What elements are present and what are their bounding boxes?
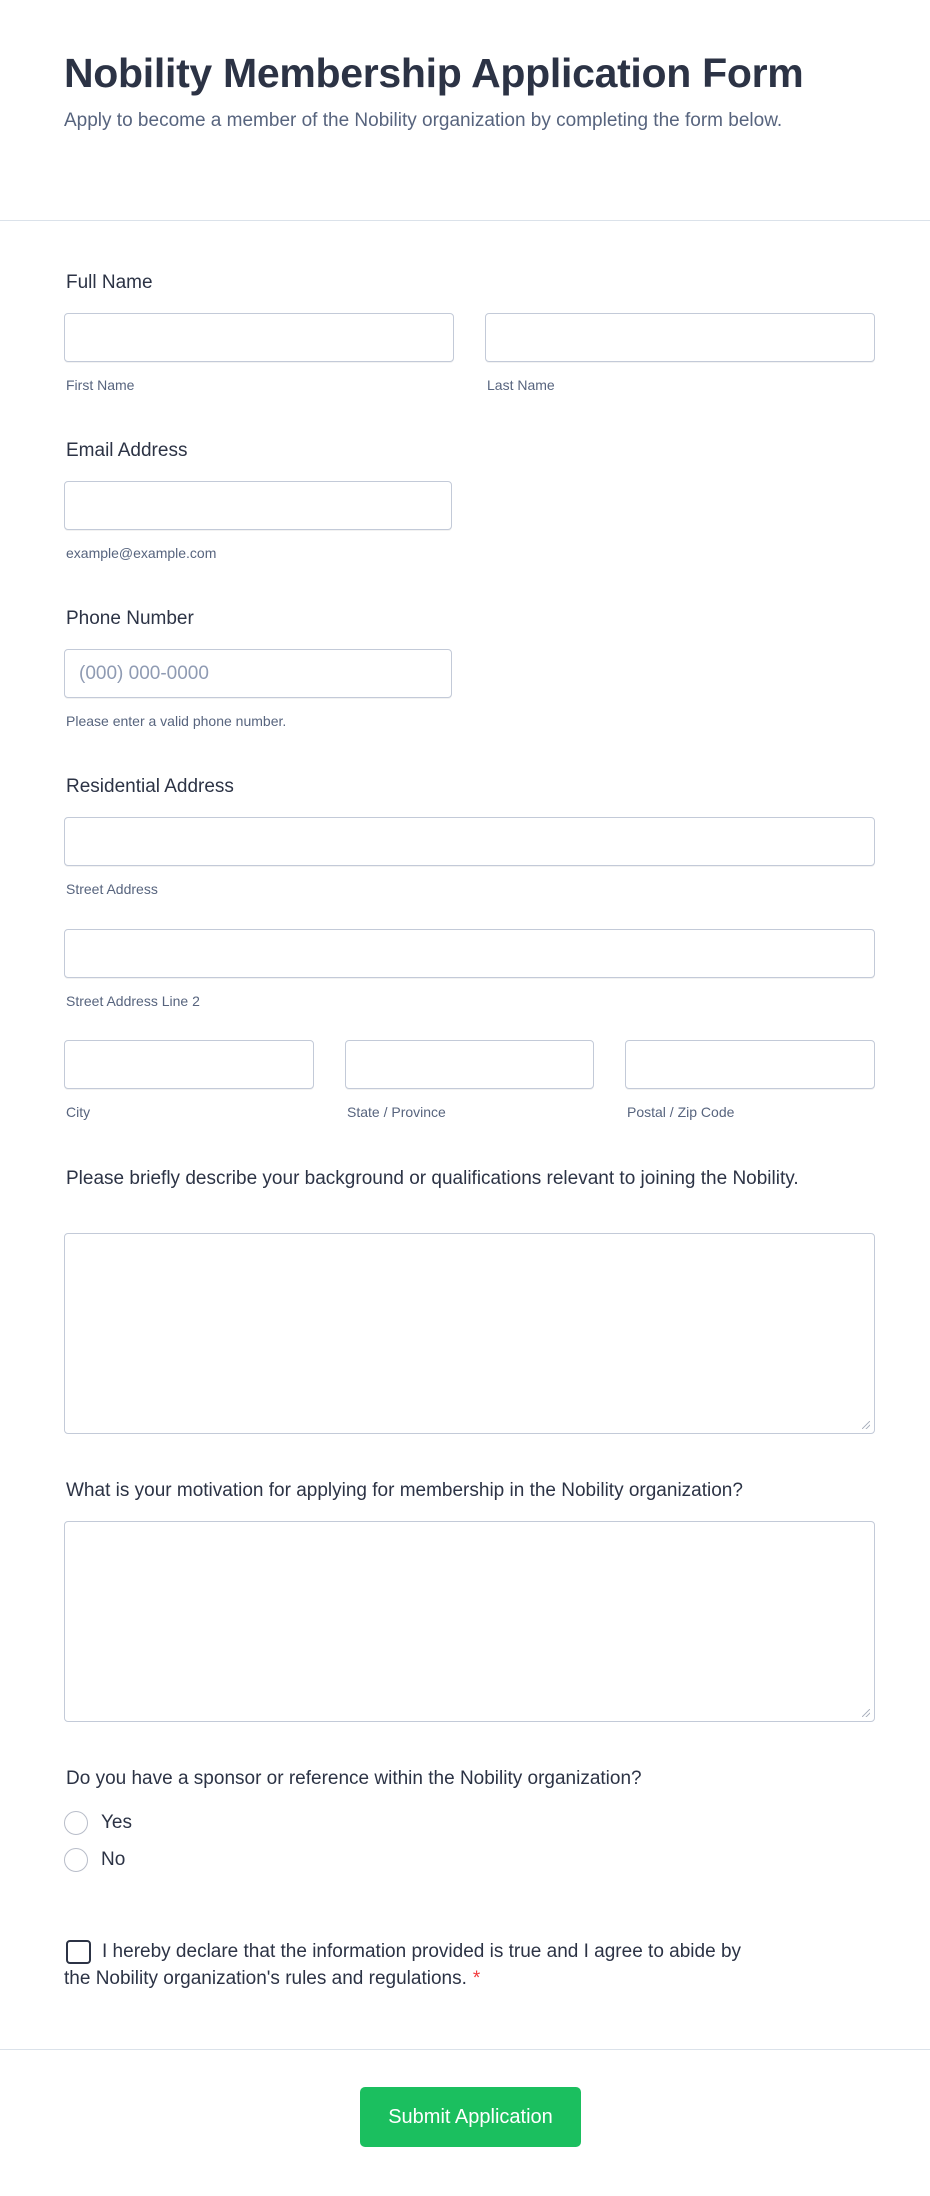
first-name-input[interactable] xyxy=(64,313,454,362)
phone-sublabel: Please enter a valid phone number. xyxy=(66,713,287,729)
first-name-sublabel: First Name xyxy=(66,377,135,393)
page-subtitle: Apply to become a member of the Nobility organization by completing the form below. xyxy=(64,110,783,131)
state-province-input[interactable] xyxy=(345,1040,594,1089)
footer-divider xyxy=(0,2049,930,2050)
sponsor-yes-radio[interactable] xyxy=(64,1811,88,1835)
street-address-input[interactable] xyxy=(64,817,875,866)
motivation-textarea[interactable] xyxy=(64,1521,875,1722)
background-textarea[interactable] xyxy=(64,1233,875,1434)
declaration-text: I hereby declare that the information provided is true and I agree to abide by the Nobility organization's rules and regulations. xyxy=(64,1941,742,1989)
address-label: Residential Address xyxy=(66,776,234,797)
phone-label: Phone Number xyxy=(66,608,194,629)
email-label: Email Address xyxy=(66,440,188,461)
header-divider xyxy=(0,220,930,221)
email-sublabel: example@example.com xyxy=(66,545,217,561)
city-input[interactable] xyxy=(64,1040,314,1089)
state-province-sublabel: State / Province xyxy=(347,1104,446,1120)
postal-code-input[interactable] xyxy=(625,1040,875,1089)
full-name-label: Full Name xyxy=(66,272,153,293)
phone-input[interactable] xyxy=(64,649,452,698)
submit-application-button[interactable]: Submit Application xyxy=(360,2087,581,2147)
street-address-line2-sublabel: Street Address Line 2 xyxy=(66,993,200,1009)
required-asterisk: * xyxy=(472,1968,481,1989)
sponsor-no-label[interactable]: No xyxy=(101,1849,126,1870)
sponsor-yes-label[interactable]: Yes xyxy=(101,1812,132,1833)
declaration-label[interactable] xyxy=(64,1938,764,1992)
street-address-line2-input[interactable] xyxy=(64,929,875,978)
phone-placeholder: (000) 000-0000 xyxy=(79,662,209,684)
motivation-label: What is your motivation for applying for membership in the Nobility organization? xyxy=(66,1480,743,1501)
resize-handle-icon[interactable] xyxy=(862,1709,870,1717)
postal-code-sublabel: Postal / Zip Code xyxy=(627,1104,735,1120)
sponsor-no-radio[interactable] xyxy=(64,1848,88,1872)
last-name-input[interactable] xyxy=(485,313,875,362)
page-title: Nobility Membership Application Form xyxy=(64,50,804,96)
resize-handle-icon[interactable] xyxy=(862,1421,870,1429)
street-address-sublabel: Street Address xyxy=(66,881,158,897)
background-label: Please briefly describe your background or qualifications relevant to joining the Nobility. xyxy=(66,1168,799,1189)
city-sublabel: City xyxy=(66,1104,91,1120)
last-name-sublabel: Last Name xyxy=(487,377,555,393)
sponsor-label: Do you have a sponsor or reference within the Nobility organization? xyxy=(66,1768,642,1789)
email-input[interactable] xyxy=(64,481,452,530)
